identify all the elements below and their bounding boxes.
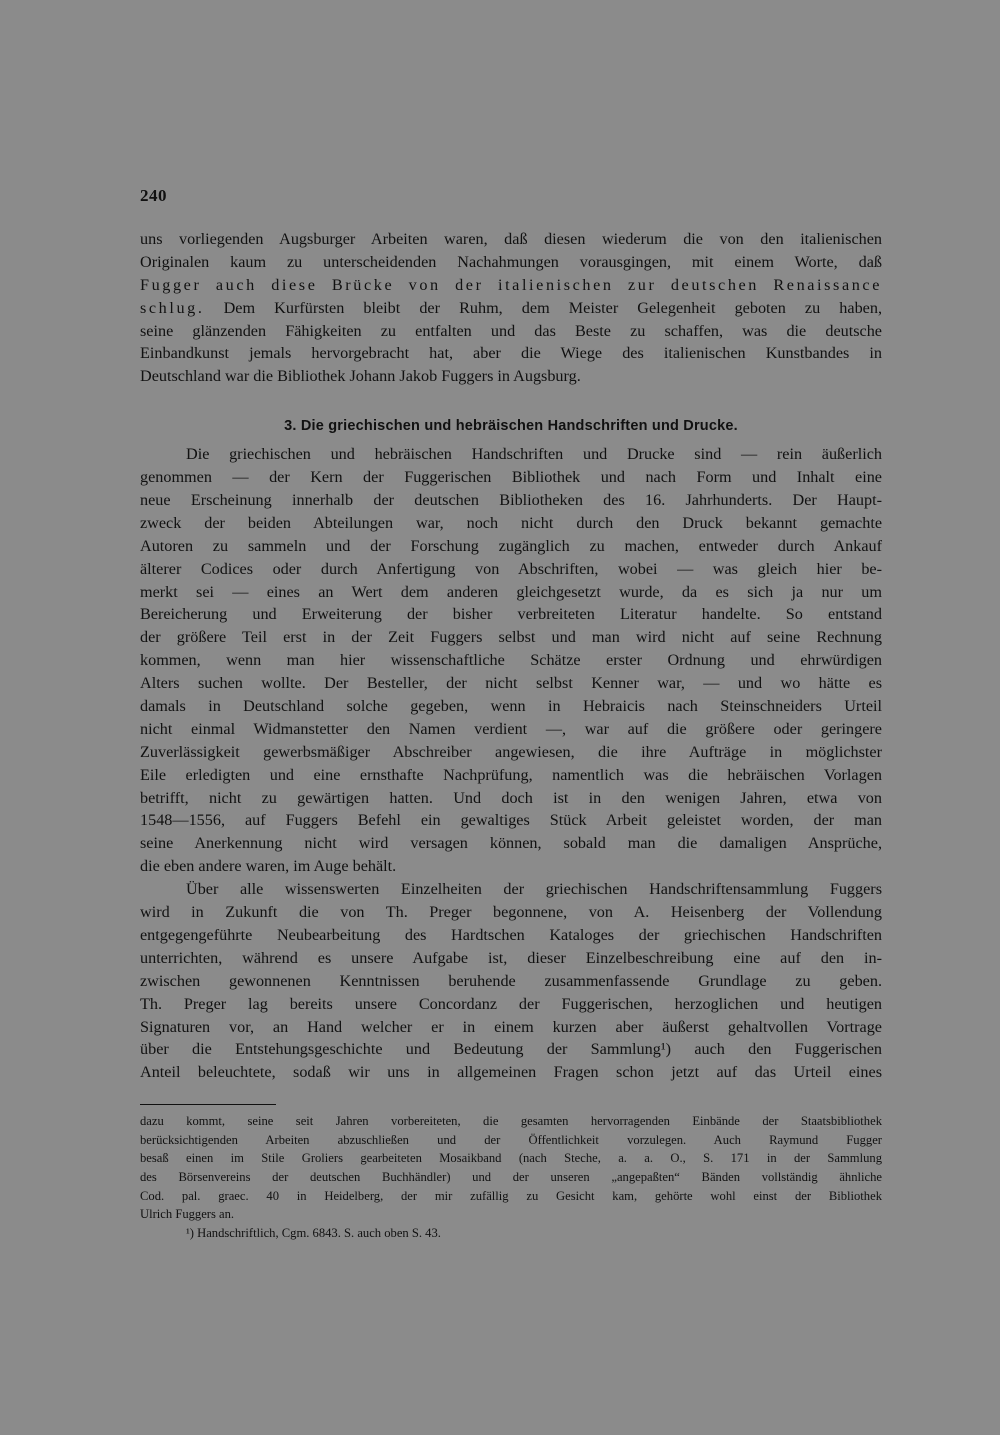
text-line: genommen — der Kern der Fuggerischen Bibliothek und nach Form und Inhalt eine xyxy=(140,468,882,487)
text-line: Signaturen vor, an Hand welcher er in einem kurzen aber äußerst gehaltvollen Vortrage xyxy=(140,1017,882,1036)
text-line: Die griechischen und hebräischen Handschriften und Drucke sind — rein äußerlich xyxy=(186,445,882,464)
text-line-spaced: Fugger auch diese Brücke von der italienischen zur deutschen Renaissance xyxy=(140,275,882,294)
paragraph-2 xyxy=(140,443,882,878)
text-line: seine glänzenden Fähigkeiten zu entfalten und das Beste zu schaffen, was die deutsche xyxy=(140,321,882,340)
text-line: uns vorliegenden Augsburger Arbeiten waren, daß diesen wiederum die von den italienischen xyxy=(140,230,882,248)
main-text xyxy=(140,228,882,1084)
text-line: merkt sei — eines an Wert dem anderen gleichgesetzt wurde, da es sich ja nur um xyxy=(140,582,882,601)
paragraph-1 xyxy=(140,228,882,388)
text-line: Autoren zu sammeln und der Forschung zugänglich zu machen, entweder durch Ankauf xyxy=(140,536,882,555)
text-line: wird in Zukunft die von Th. Preger begonnene, von A. Heisenberg der Vollendung xyxy=(140,903,882,922)
text-line: Über alle wissenswerten Einzelheiten der griechischen Handschriftensammlung Fuggers xyxy=(186,880,882,899)
text-line: zwischen gewonnenen Kenntnissen beruhende zusammenfassende Grundlage zu geben. xyxy=(140,971,882,990)
text-line: Deutschland war die Bibliothek Johann Jakob Fuggers in Augsburg. xyxy=(140,367,581,386)
text-line: die eben andere waren, im Auge behält. xyxy=(140,857,397,876)
footnote-1: ¹) Handschriftlich, Cgm. 6843. S. auch oben S. 43. xyxy=(186,1226,441,1241)
text-line: der größere Teil erst in der Zeit Fuggers selbst und man wird nicht auf seine Rechnung xyxy=(140,628,882,647)
text-line: Einbandkunst jemals hervorgebracht hat, aber die Wiege des italienischen Kunstbandes in xyxy=(140,344,882,363)
text-line: unterrichten, während es unsere Aufgabe ist, dieser Einzelbeschreibung eine auf den in- xyxy=(140,948,882,967)
footnote-line: des Börsenvereins der deutschen Buchhändler) und der unseren „angepaßten“ Bänden vollständig ähnliche xyxy=(140,1170,882,1185)
section-heading: 3. Die griechischen und hebräischen Handschriften und Drucke. xyxy=(284,418,738,435)
text-line: seine Anerkennung nicht wird versagen können, sobald man die damaligen Ansprüche, xyxy=(140,834,882,853)
text-line: über die Entstehungsgeschichte und Bedeutung der Sammlung¹) auch den Fuggerischen xyxy=(140,1040,882,1059)
footnote-line: besaß einen im Stile Groliers gearbeiteten Mosaikband (nach Steche, a. a. O., S. 171 in der Sammlung xyxy=(140,1151,882,1166)
text-line: Bereicherung und Erweiterung der bisher verbreiteten Literatur handelte. So entstand xyxy=(140,605,882,624)
text-line: Anteil beleuchtete, sodaß wir uns in allgemeinen Fragen schon jetzt auf das Urteil eines xyxy=(140,1063,882,1082)
footnote-line: Cod. pal. graec. 40 in Heidelberg, der mir zufällig zu Gesicht kam, gehörte wohl einst der Bibliothek xyxy=(140,1188,882,1203)
text-line: Th. Preger lag bereits unsere Concordanz der Fuggerischen, herzoglichen und heutigen xyxy=(140,994,882,1013)
line-remainder: Dem Kurfürsten bleibt der Ruhm, dem Meister Gelegenheit geboten zu haben, xyxy=(204,298,882,317)
text-line: betrifft, nicht zu gewärtigen hatten. Und doch ist in den wenigen Jahren, etwa von xyxy=(140,788,882,807)
text-line: neue Erscheinung innerhalb der deutschen Bibliotheken des 16. Jahrhunderts. Der Haupt- xyxy=(140,491,882,510)
text-line: Zuverlässigkeit gewerbsmäßiger Abschreiber angewiesen, die ihre Aufträge in möglichster xyxy=(140,742,882,761)
footnote-line: dazu kommt, seine seit Jahren vorbereiteten, die gesamten hervorragenden Einbände der Staatsbibliothek xyxy=(140,1114,882,1128)
text-line: Alters suchen wollte. Der Besteller, der nicht selbst Kenner war, — und wo hätte es xyxy=(140,674,882,693)
text-line: nicht einmal Widmanstetter den Namen verdient —, war auf die größere oder geringere xyxy=(140,719,882,738)
footnotes xyxy=(140,1112,882,1243)
text-line: 1548—1556, auf Fuggers Befehl ein gewaltiges Stück Arbeit geleistet worden, der man xyxy=(140,811,882,830)
page-number: 240 xyxy=(140,186,167,205)
footnote-divider xyxy=(140,1104,276,1105)
text-line: damals in Deutschland solche gegeben, wenn in Hebraicis nach Steinschneiders Urteil xyxy=(140,697,882,716)
paragraph-3 xyxy=(140,878,882,1084)
footnote-line: Ulrich Fuggers an. xyxy=(140,1207,235,1222)
footnote-line: berücksichtigenden Arbeiten abzuschließen und der Öffentlichkeit vorzulegen. Auch Raymund Fugger xyxy=(140,1132,882,1147)
text-line: entgegengeführte Neubearbeitung des Hardtschen Kataloges der griechischen Handschriften xyxy=(140,925,882,944)
text-line: zweck der beiden Abteilungen war, noch nicht durch den Druck bekannt gemachte xyxy=(140,513,882,532)
text-line: Originalen kaum zu unterscheidenden Nachahmungen vorausgingen, mit einem Worte, daß xyxy=(140,252,882,271)
text-line xyxy=(140,297,882,320)
spaced-word: schlug. xyxy=(140,298,205,317)
text-line: kommen, wenn man hier wissenschaftliche Schätze erster Ordnung und ehrwürdigen xyxy=(140,651,882,670)
text-line: älterer Codices oder durch Anfertigung von Abschriften, wobei — was gleich hier be- xyxy=(140,559,882,578)
text-line: Eile erledigten und eine ernsthafte Nachprüfung, namentlich was die hebräischen Vorlagen xyxy=(140,765,882,784)
